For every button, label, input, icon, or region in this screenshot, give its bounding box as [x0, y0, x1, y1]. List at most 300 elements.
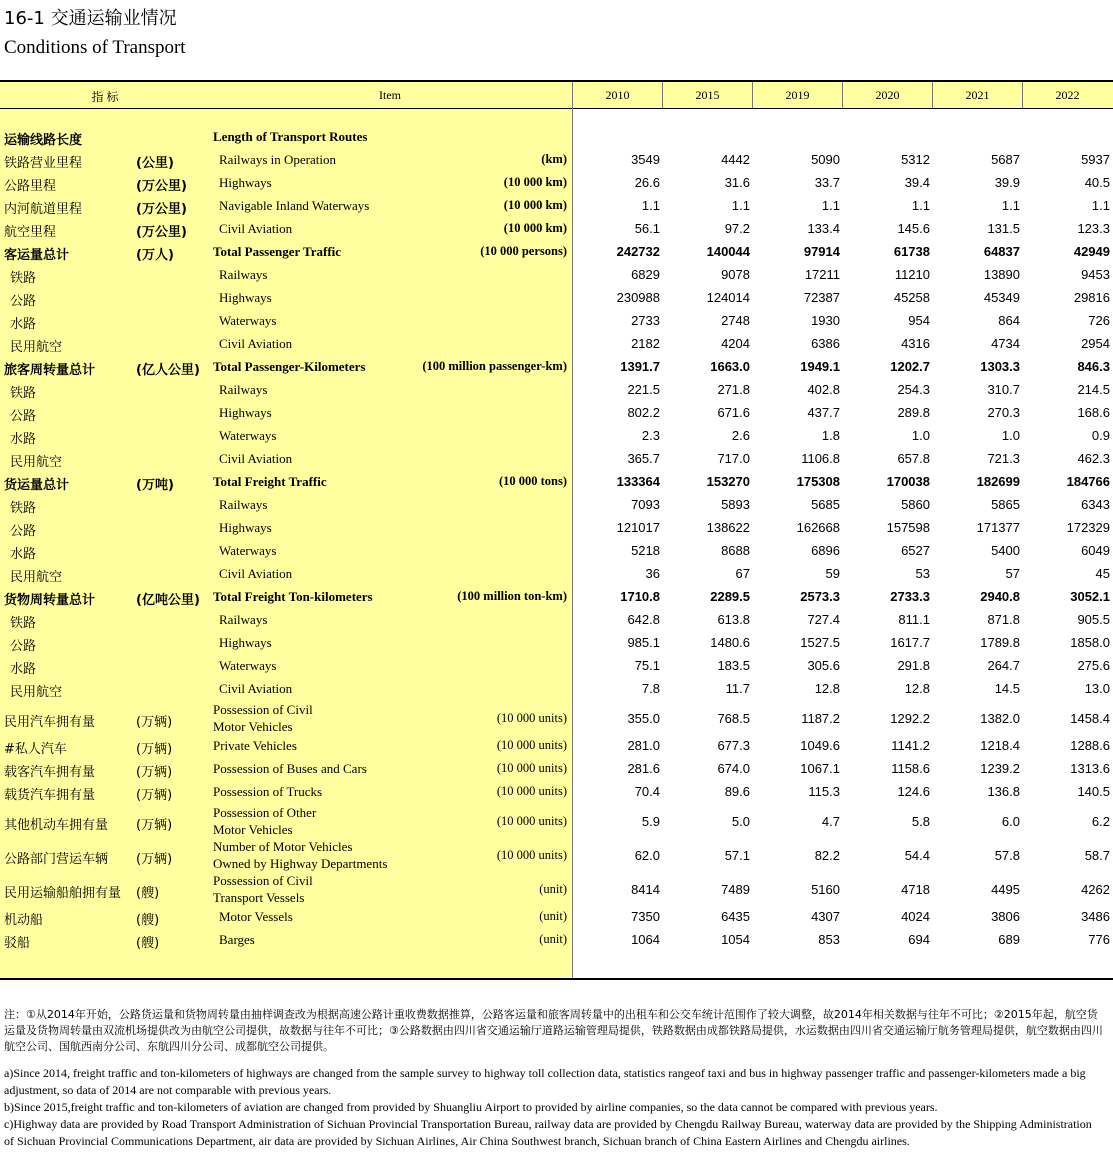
row-label-en: Railways in Operation [219, 152, 336, 167]
table-cell-value: 281.6 [627, 761, 660, 776]
table-row [0, 425, 1113, 448]
table-cell-value: 437.7 [807, 405, 840, 420]
table-cell-value: 5.9 [641, 814, 660, 829]
row-unit-en: (unit) [539, 909, 567, 923]
row-label-cn: 载货汽车拥有量 [4, 788, 96, 803]
row-label-cn: 铁路 [10, 386, 37, 401]
table-cell-value: 33.7 [814, 175, 840, 190]
table-cell-value: 1.1 [641, 198, 660, 213]
row-label-en: Waterways [219, 543, 277, 558]
row-label-en: Railways [219, 497, 268, 512]
row-label-en: Barges [219, 932, 255, 947]
table-cell-value: 2573.3 [800, 589, 840, 604]
row-label-en: Highways [219, 290, 272, 305]
notes-cn: 注：①从2014年开始，公路货运量和货物周转量由抽样调查改为根据高速公路计重收费数据推算，公路客运量和旅客周转量中的出租车和公交车统计范围作了较大调整，故2014年相关数据与往年不可比；②2015年起，航空货运量及货物周转量由双流机场提供改为由航空公司提供，故数据与往年不可比；③公路数据由四川省交通运输厅道路运输管理局提供，铁路数据由成都铁路局提供，水运数据由四川省交通运输厅航务管理局提供，航空数据由四川航空公司、国航西南分公司、东航四川分公司、成都航空公司提供。 [4, 1008, 1103, 1053]
table-cell-value: 123.3 [1077, 221, 1110, 236]
table-cell-value: 275.6 [1077, 658, 1110, 673]
row-label-en: Civil Aviation [219, 221, 293, 236]
table-cell-value: 5865 [991, 497, 1020, 512]
table-cell-value: 67 [735, 566, 750, 581]
table-cell-value: 1067.1 [800, 761, 840, 776]
table-cell-value: 59 [825, 566, 840, 581]
row-unit-en: (10 000 units) [496, 738, 567, 752]
table-cell-value: 2748 [721, 313, 750, 328]
row-unit-cn: (亿人公里) [136, 363, 200, 378]
note-en-a: a)Since 2014, freight traffic and ton-kilometers of highways are changed from the sample survey to highway toll collection data, statistics rangeof taxi and bus in highway passenger traffic and passenger-kilometers made a big adjustment, so data of 2014 are not comparable with previous years. [4, 1066, 1086, 1097]
table-row [0, 655, 1113, 678]
table-row [0, 838, 1113, 872]
table-cell-value: 42949 [1073, 244, 1110, 259]
table-cell-value: 677.3 [717, 738, 750, 753]
table-cell-value: 1949.1 [800, 359, 840, 374]
table-cell-value: 140.5 [1077, 784, 1110, 799]
table-cell-value: 26.6 [634, 175, 660, 190]
table-cell-value: 11210 [894, 267, 930, 282]
table-cell-value: 124014 [706, 290, 750, 305]
table-cell-value: 170038 [886, 474, 930, 489]
row-unit-en: (10 000 units) [496, 814, 567, 828]
row-label-en: Number of Motor Vehicles [213, 839, 353, 854]
row-unit-en: (100 million passenger-km) [422, 359, 567, 373]
table-row [0, 540, 1113, 563]
row-label-en-line2: Motor Vehicles [213, 719, 293, 734]
table-cell-value: 2940.8 [980, 589, 1020, 604]
table-row [0, 287, 1113, 310]
table-cell-value: 62.0 [634, 848, 660, 863]
table-cell-value: 39.9 [994, 175, 1020, 190]
note-en-c: c)Highway data are provided by Road Transport Administration of Sichuan Provincial Transportation Bureau, railway data are provided by Chengdu Railway Bureau, waterway data are provided by the Shipping Administration of Sichuan Provincial Communications Department, air data are provided by Sichuan Airlines, Air China Southwest branch, Sichuan branch of China Eastern Airlines and Chengdu airlines. [4, 1117, 1092, 1148]
table-cell-value: 57 [1005, 566, 1020, 581]
table-cell-value: 1858.0 [1070, 635, 1110, 650]
row-unit-en: (km) [541, 152, 567, 166]
table-cell-value: 1106.8 [801, 451, 840, 466]
table-cell-value: 717.0 [717, 451, 750, 466]
table-cell-value: 6829 [631, 267, 660, 282]
table-cell-value: 1527.5 [800, 635, 840, 650]
table-cell-value: 1187.2 [801, 711, 840, 726]
table-cell-value: 1158.6 [891, 761, 930, 776]
table-cell-value: 1.1 [911, 198, 930, 213]
table-cell-value: 5687 [991, 152, 1020, 167]
header-item: Item [379, 88, 401, 102]
table-cell-value: 4204 [721, 336, 750, 351]
row-label-en: Railways [219, 612, 268, 627]
table-cell-value: 124.6 [897, 784, 930, 799]
table-cell-value: 1218.4 [980, 738, 1020, 753]
table-cell-value: 1663.0 [710, 359, 750, 374]
table-cell-value: 2289.5 [710, 589, 750, 604]
table-cell-value: 13.0 [1084, 681, 1110, 696]
row-label-cn: 水路 [10, 432, 37, 447]
table-row [0, 678, 1113, 701]
table-cell-value: 182699 [976, 474, 1020, 489]
table-cell-value: 853 [818, 932, 840, 947]
row-label-cn: 民用航空 [10, 455, 63, 470]
table-cell-value: 82.2 [814, 848, 840, 863]
row-label-en: Possession of Trucks [213, 784, 323, 799]
table-cell-value: 58.7 [1084, 848, 1110, 863]
row-label-en: Waterways [219, 313, 277, 328]
row-unit-en: (unit) [539, 882, 567, 896]
table-cell-value: 271.8 [717, 382, 750, 397]
row-unit-en: (10 000 units) [496, 711, 567, 725]
table-cell-value: 6896 [811, 543, 840, 558]
row-unit-cn: (亿吨公里) [136, 593, 200, 608]
table-cell-value: 3549 [631, 152, 660, 167]
table-cell-value: 291.8 [897, 658, 930, 673]
row-label-cn: 铁路 [10, 616, 37, 631]
table-cell-value: 2733.3 [890, 589, 930, 604]
table-cell-value: 402.8 [807, 382, 840, 397]
table-cell-value: 1292.2 [890, 711, 930, 726]
table-cell-value: 7.8 [641, 681, 660, 696]
table-cell-value: 1930 [811, 313, 840, 328]
table-cell-value: 70.4 [634, 784, 660, 799]
table-cell-value: 1288.6 [1070, 738, 1110, 753]
row-unit-cn: (万辆) [136, 742, 173, 757]
row-label-cn: 公路 [10, 294, 37, 309]
table-cell-value: 168.6 [1077, 405, 1110, 420]
table-cell-value: 13890 [983, 267, 1020, 282]
row-unit-cn: (万公里) [136, 179, 187, 194]
row-unit-en: (10 000 units) [496, 784, 567, 798]
table-cell-value: 776 [1088, 932, 1110, 947]
table-cell-value: 4442 [721, 152, 750, 167]
table-cell-value: 1.1 [1091, 198, 1110, 213]
table-cell-value: 39.4 [904, 175, 930, 190]
table-cell-value: 75.1 [634, 658, 660, 673]
table-cell-value: 5400 [991, 543, 1020, 558]
table-cell-value: 242732 [616, 244, 660, 259]
row-label-cn: 民用航空 [10, 340, 63, 355]
table-cell-value: 171377 [976, 520, 1020, 535]
table-cell-value: 689 [998, 932, 1020, 947]
table-cell-value: 613.8 [717, 612, 750, 627]
table-cell-value: 64837 [983, 244, 1020, 259]
table-cell-value: 97914 [803, 244, 840, 259]
row-label-en: Waterways [219, 428, 277, 443]
table-cell-value: 768.5 [717, 711, 750, 726]
table-cell-value: 45349 [983, 290, 1020, 305]
table-cell-value: 954 [908, 313, 930, 328]
table-cell-value: 5937 [1081, 152, 1110, 167]
table-cell-value: 5.0 [731, 814, 750, 829]
table-cell-value: 811.1 [898, 612, 930, 627]
table-cell-value: 5312 [901, 152, 930, 167]
table-cell-value: 5860 [901, 497, 930, 512]
row-label-cn: 民用航空 [10, 570, 63, 585]
page-title-cn: 16-1 交通运输业情况 [4, 8, 177, 29]
table-cell-value: 214.5 [1077, 382, 1110, 397]
row-unit-en: (10 000 km) [503, 175, 567, 189]
table-cell-value: 1141.2 [891, 738, 930, 753]
table-cell-value: 6049 [1081, 543, 1110, 558]
header-year: 2019 [785, 88, 810, 102]
table-row [0, 241, 1113, 264]
row-label-en: Highways [219, 635, 272, 650]
row-label-cn: 民用汽车拥有量 [4, 715, 96, 730]
table-row [0, 517, 1113, 540]
row-label-en: Civil Aviation [219, 336, 293, 351]
table-cell-value: 89.6 [724, 784, 750, 799]
table-cell-value: 254.3 [897, 382, 930, 397]
table-cell-value: 72387 [803, 290, 840, 305]
table-cell-value: 864 [998, 313, 1020, 328]
row-label-cn: 水路 [10, 662, 37, 677]
table-cell-value: 1382.0 [980, 711, 1020, 726]
row-label-cn: 驳船 [4, 936, 31, 951]
row-label-en: Possession of Civil [213, 873, 313, 888]
table-cell-value: 56.1 [634, 221, 660, 236]
table-cell-value: 53 [915, 566, 930, 581]
row-unit-cn: (万辆) [136, 852, 173, 867]
table-cell-value: 36 [645, 566, 660, 581]
table-cell-value: 8414 [631, 882, 660, 897]
page-title-en: Conditions of Transport [4, 37, 186, 58]
row-label-cn: 运输线路长度 [4, 133, 83, 148]
table-cell-value: 11.7 [725, 681, 750, 696]
table-cell-value: 2.6 [731, 428, 750, 443]
row-label-cn: 民用运输船舶拥有量 [4, 886, 122, 901]
table-cell-value: 270.3 [987, 405, 1020, 420]
table-cell-value: 6386 [811, 336, 840, 351]
table-cell-value: 1054 [721, 932, 750, 947]
table-row [0, 448, 1113, 471]
table-cell-value: 642.8 [627, 612, 660, 627]
table-cell-value: 726 [1088, 313, 1110, 328]
table-cell-value: 1313.6 [1070, 761, 1110, 776]
table-cell-value: 1391.7 [620, 359, 660, 374]
row-unit-en: (10 000 km) [503, 198, 567, 212]
note-en-b: b)Since 2015,freight traffic and ton-kilometers of aviation are changed from provided by Shuangliu Airport to provided by airline companies, so the data cannot be compared with previous years. [4, 1100, 938, 1114]
table-cell-value: 1.0 [911, 428, 930, 443]
table-cell-value: 2.3 [641, 428, 660, 443]
table-row [0, 929, 1113, 952]
table-row [0, 804, 1113, 838]
row-label-en: Civil Aviation [219, 681, 293, 696]
table-cell-value: 871.8 [987, 612, 1020, 627]
table-row [0, 758, 1113, 781]
table-cell-value: 9078 [721, 267, 750, 282]
row-label-en: Highways [219, 175, 272, 190]
row-label-en: Total Passenger Traffic [213, 244, 342, 259]
table-cell-value: 136.8 [987, 784, 1020, 799]
row-unit-en: (10 000 units) [496, 848, 567, 862]
table-cell-value: 40.5 [1084, 175, 1110, 190]
table-cell-value: 727.4 [807, 612, 840, 627]
row-label-cn: 民用航空 [10, 685, 63, 700]
table-cell-value: 365.7 [627, 451, 660, 466]
table-cell-value: 4734 [991, 336, 1020, 351]
table-cell-value: 230988 [616, 290, 660, 305]
table-cell-value: 5090 [811, 152, 840, 167]
row-label-cn: 公路部门营运车辆 [4, 852, 109, 867]
table-cell-value: 2954 [1081, 336, 1110, 351]
table-cell-value: 289.8 [897, 405, 930, 420]
table-cell-value: 29816 [1073, 290, 1110, 305]
table-row [0, 264, 1113, 287]
table-cell-value: 1.1 [731, 198, 750, 213]
row-unit-en: (10 000 persons) [480, 244, 567, 258]
table-cell-value: 31.6 [724, 175, 750, 190]
row-label-cn: #私人汽车 [4, 742, 67, 757]
table-cell-value: 172329 [1066, 520, 1110, 535]
row-label-en: Length of Transport Routes [213, 129, 368, 144]
table-cell-value: 1.1 [1001, 198, 1020, 213]
table-cell-value: 153270 [706, 474, 750, 489]
table-cell-value: 802.2 [627, 405, 660, 420]
table-row [0, 872, 1113, 906]
row-label-en-line2: Owned by Highway Departments [213, 856, 388, 871]
table-cell-value: 4316 [901, 336, 930, 351]
row-label-en: Possession of Civil [213, 702, 313, 717]
table-cell-value: 57.8 [994, 848, 1020, 863]
table-cell-value: 45 [1095, 566, 1110, 581]
table-cell-value: 133.4 [807, 221, 840, 236]
table-cell-value: 14.5 [994, 681, 1020, 696]
table-cell-value: 97.2 [724, 221, 750, 236]
row-label-en: Total Passenger-Kilometers [213, 359, 366, 374]
row-label-en: Highways [219, 405, 272, 420]
bottom-rule [0, 978, 1113, 980]
table-cell-value: 6527 [901, 543, 930, 558]
row-label-cn: 货物周转量总计 [4, 593, 96, 608]
table-row [0, 310, 1113, 333]
table-cell-value: 3486 [1081, 909, 1110, 924]
row-label-en: Total Freight Traffic [213, 474, 327, 489]
table-cell-value: 7350 [631, 909, 660, 924]
table-cell-value: 157598 [886, 520, 930, 535]
table-cell-value: 6.0 [1001, 814, 1020, 829]
table-cell-value: 4495 [991, 882, 1020, 897]
table-cell-value: 54.4 [904, 848, 930, 863]
row-label-cn: 水路 [10, 317, 37, 332]
table-cell-value: 5893 [721, 497, 750, 512]
row-unit-cn: (万吨) [136, 478, 174, 493]
table-cell-value: 1049.6 [800, 738, 840, 753]
row-label-en: Waterways [219, 658, 277, 673]
header-year: 2020 [875, 88, 900, 102]
table-row [0, 494, 1113, 517]
row-unit-cn: (万辆) [136, 715, 173, 730]
table-cell-value: 1202.7 [890, 359, 930, 374]
row-unit-cn: (艘) [136, 936, 160, 951]
table-cell-value: 4.7 [821, 814, 840, 829]
table-cell-value: 7093 [631, 497, 660, 512]
header-indicator: 指 标 [91, 90, 119, 104]
table-cell-value: 138622 [706, 520, 750, 535]
row-label-cn: 公路 [10, 524, 37, 539]
table-cell-value: 5685 [811, 497, 840, 512]
row-label-cn: 公路 [10, 409, 37, 424]
row-unit-cn: (万公里) [136, 202, 187, 217]
table-row [0, 906, 1113, 929]
table-cell-value: 9453 [1081, 267, 1110, 282]
row-unit-cn: (万辆) [136, 788, 173, 803]
table-cell-value: 355.0 [627, 711, 660, 726]
table-row [0, 701, 1113, 735]
header-year: 2015 [695, 88, 720, 102]
table-cell-value: 1239.2 [980, 761, 1020, 776]
row-label-en: Total Freight Ton-kilometers [213, 589, 373, 604]
row-label-cn: 铁路营业里程 [4, 156, 83, 171]
table-cell-value: 12.8 [814, 681, 840, 696]
row-label-cn: 机动船 [4, 913, 44, 928]
row-label-en: Possession of Buses and Cars [213, 761, 367, 776]
table-cell-value: 1303.3 [980, 359, 1020, 374]
table-cell-value: 8688 [721, 543, 750, 558]
table-cell-value: 1.0 [1001, 428, 1020, 443]
table-cell-value: 305.6 [807, 658, 840, 673]
row-unit-cn: (公里) [136, 156, 174, 171]
table-row [0, 609, 1113, 632]
table-cell-value: 694 [908, 932, 930, 947]
table-cell-value: 184766 [1066, 474, 1110, 489]
table-header [0, 82, 1113, 109]
table-row [0, 149, 1113, 172]
table-cell-value: 6435 [721, 909, 750, 924]
table-cell-value: 1617.7 [890, 635, 930, 650]
row-label-cn: 航空里程 [4, 225, 57, 240]
row-label-en: Railways [219, 267, 268, 282]
row-unit-cn: (艘) [136, 886, 160, 901]
table-row [0, 402, 1113, 425]
table-cell-value: 905.5 [1077, 612, 1110, 627]
table-cell-value: 145.6 [897, 221, 930, 236]
row-label-en: Navigable Inland Waterways [219, 198, 370, 213]
table-cell-value: 57.1 [724, 848, 750, 863]
row-unit-en: (unit) [539, 932, 567, 946]
table-cell-value: 721.3 [987, 451, 1020, 466]
table-cell-value: 3806 [991, 909, 1020, 924]
row-label-cn: 铁路 [10, 271, 37, 286]
table-cell-value: 162668 [796, 520, 840, 535]
table-cell-value: 5.8 [911, 814, 930, 829]
table-cell-value: 133364 [616, 474, 660, 489]
table-cell-value: 2182 [631, 336, 660, 351]
header-year: 2022 [1055, 88, 1080, 102]
table-cell-value: 846.3 [1077, 359, 1110, 374]
table-cell-value: 4718 [901, 882, 930, 897]
row-unit-cn: (万辆) [136, 818, 173, 833]
table-cell-value: 6.2 [1091, 814, 1110, 829]
row-label-en: Civil Aviation [219, 451, 293, 466]
table-row [0, 586, 1113, 609]
table-cell-value: 674.0 [717, 761, 750, 776]
table-row [0, 471, 1113, 494]
row-label-en: Highways [219, 520, 272, 535]
row-unit-cn: (万辆) [136, 765, 173, 780]
table-cell-value: 671.6 [717, 405, 750, 420]
table-cell-value: 1064 [631, 932, 660, 947]
row-label-cn: 公路里程 [4, 179, 57, 194]
table-cell-value: 221.5 [627, 382, 660, 397]
table-cell-value: 4307 [811, 909, 840, 924]
table-row [0, 126, 1113, 149]
row-label-cn: 货运量总计 [4, 478, 70, 493]
row-unit-en: (10 000 km) [503, 221, 567, 235]
table-cell-value: 175308 [796, 474, 840, 489]
table-row [0, 218, 1113, 241]
table-cell-value: 5218 [631, 543, 660, 558]
table-row [0, 379, 1113, 402]
table-cell-value: 1789.8 [980, 635, 1020, 650]
table-cell-value: 121017 [616, 520, 660, 535]
table-cell-value: 183.5 [717, 658, 750, 673]
table-cell-value: 985.1 [627, 635, 660, 650]
table-cell-value: 140044 [706, 244, 750, 259]
table-cell-value: 462.3 [1077, 451, 1110, 466]
